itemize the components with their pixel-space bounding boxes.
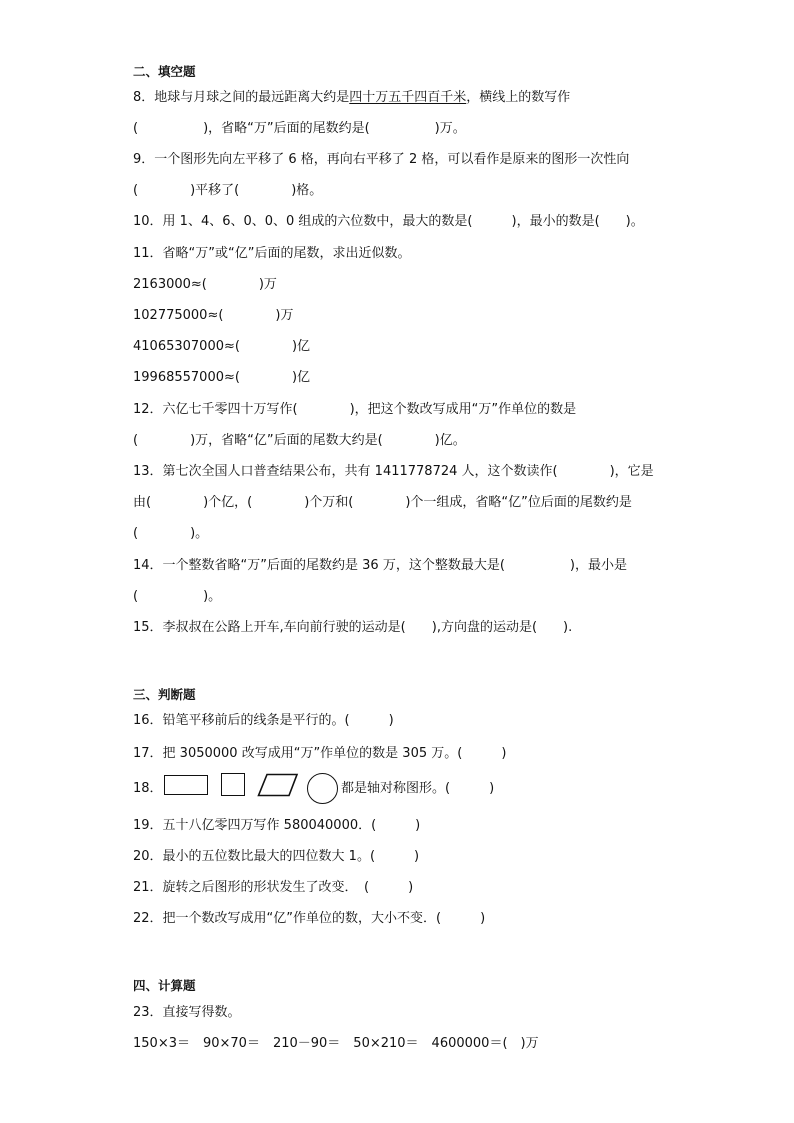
question-13-line-1: 13．第七次全国人口普查结果公布，共有 1411778724 人，这个数读作( )，它是	[133, 464, 654, 479]
question-18-number: 18．	[133, 781, 163, 796]
circle-figure	[307, 773, 338, 804]
question-8-line-1	[133, 89, 570, 107]
question-8-line-2: ( )，省略“万”后面的尾数约是( )万。	[133, 121, 466, 136]
question-17: 17．把 3050000 改写成用“万”作单位的数是 305 万。( )	[133, 746, 507, 761]
square-figure	[221, 773, 245, 796]
rectangle-figure	[164, 775, 208, 795]
parallelogram-figure	[257, 773, 299, 797]
question-13-line-2: 由( )个亿，( )个万和( )个一组成，省略“亿”位后面的尾数约是	[133, 495, 632, 510]
section-heading-calculation: 四、计算题	[133, 978, 196, 993]
question-19: 19．五十八亿零四万写作 580040000．( )	[133, 818, 421, 833]
question-16: 16．铅笔平移前后的线条是平行的。( )	[133, 713, 394, 728]
question-18-text: 都是轴对称图形。( )	[341, 781, 495, 796]
question-11-stem: 11．省略“万”或“亿”后面的尾数，求出近似数。	[133, 246, 411, 261]
question-9-line-2: ( )平移了( )格。	[133, 183, 323, 198]
question-21: 21．旋转之后图形的形状发生了改变． ( )	[133, 880, 414, 895]
question-12-line-1: 12．六亿七千零四十万写作( )，把这个数改写成用“万”作单位的数是	[133, 402, 577, 417]
section-heading-fill-in: 二、填空题	[133, 64, 196, 79]
question-15: 15．李叔叔在公路上开车,车向前行驶的运动是( ),方向盘的运动是( ).	[133, 620, 573, 635]
question-22: 22．把一个数改写成用“亿”作单位的数，大小不变．( )	[133, 911, 486, 926]
question-23-row: 150×3＝ 90×70＝ 210－90＝ 50×210＝ 4600000＝( )万	[133, 1036, 539, 1051]
question-9-line-1: 9．一个图形先向左平移了 6 格，再向右平移了 2 格，可以看作是原来的图形一次性向	[133, 152, 630, 167]
section-heading-true-false: 三、判断题	[133, 687, 196, 702]
question-11-item-3: 41065307000≈( )亿	[133, 339, 311, 354]
question-8-prefix: 8．地球与月球之间的最远距离大约是	[133, 90, 350, 105]
question-10: 10．用 1、4、6、0、0、0 组成的六位数中，最大的数是( )，最小的数是( )。	[133, 214, 644, 229]
question-13-line-3: ( )。	[133, 526, 209, 541]
question-14-line-2: ( )。	[133, 589, 222, 604]
question-11-item-2: 102775000≈( )万	[133, 308, 294, 323]
question-11-item-4: 19968557000≈( )亿	[133, 370, 311, 385]
question-11-item-1: 2163000≈( )万	[133, 277, 277, 292]
question-23-stem: 23．直接写得数。	[133, 1005, 241, 1020]
question-8-underlined-phrase: 四十万五千四百千米	[349, 90, 467, 105]
question-12-line-2: ( )万，省略“亿”后面的尾数大约是( )亿。	[133, 433, 466, 448]
question-8-suffix: ，横线上的数写作	[466, 90, 571, 105]
question-20: 20．最小的五位数比最大的四位数大 1。( )	[133, 849, 420, 864]
question-14-line-1: 14．一个整数省略“万”后面的尾数约是 36 万，这个整数最大是( )，最小是	[133, 558, 627, 573]
